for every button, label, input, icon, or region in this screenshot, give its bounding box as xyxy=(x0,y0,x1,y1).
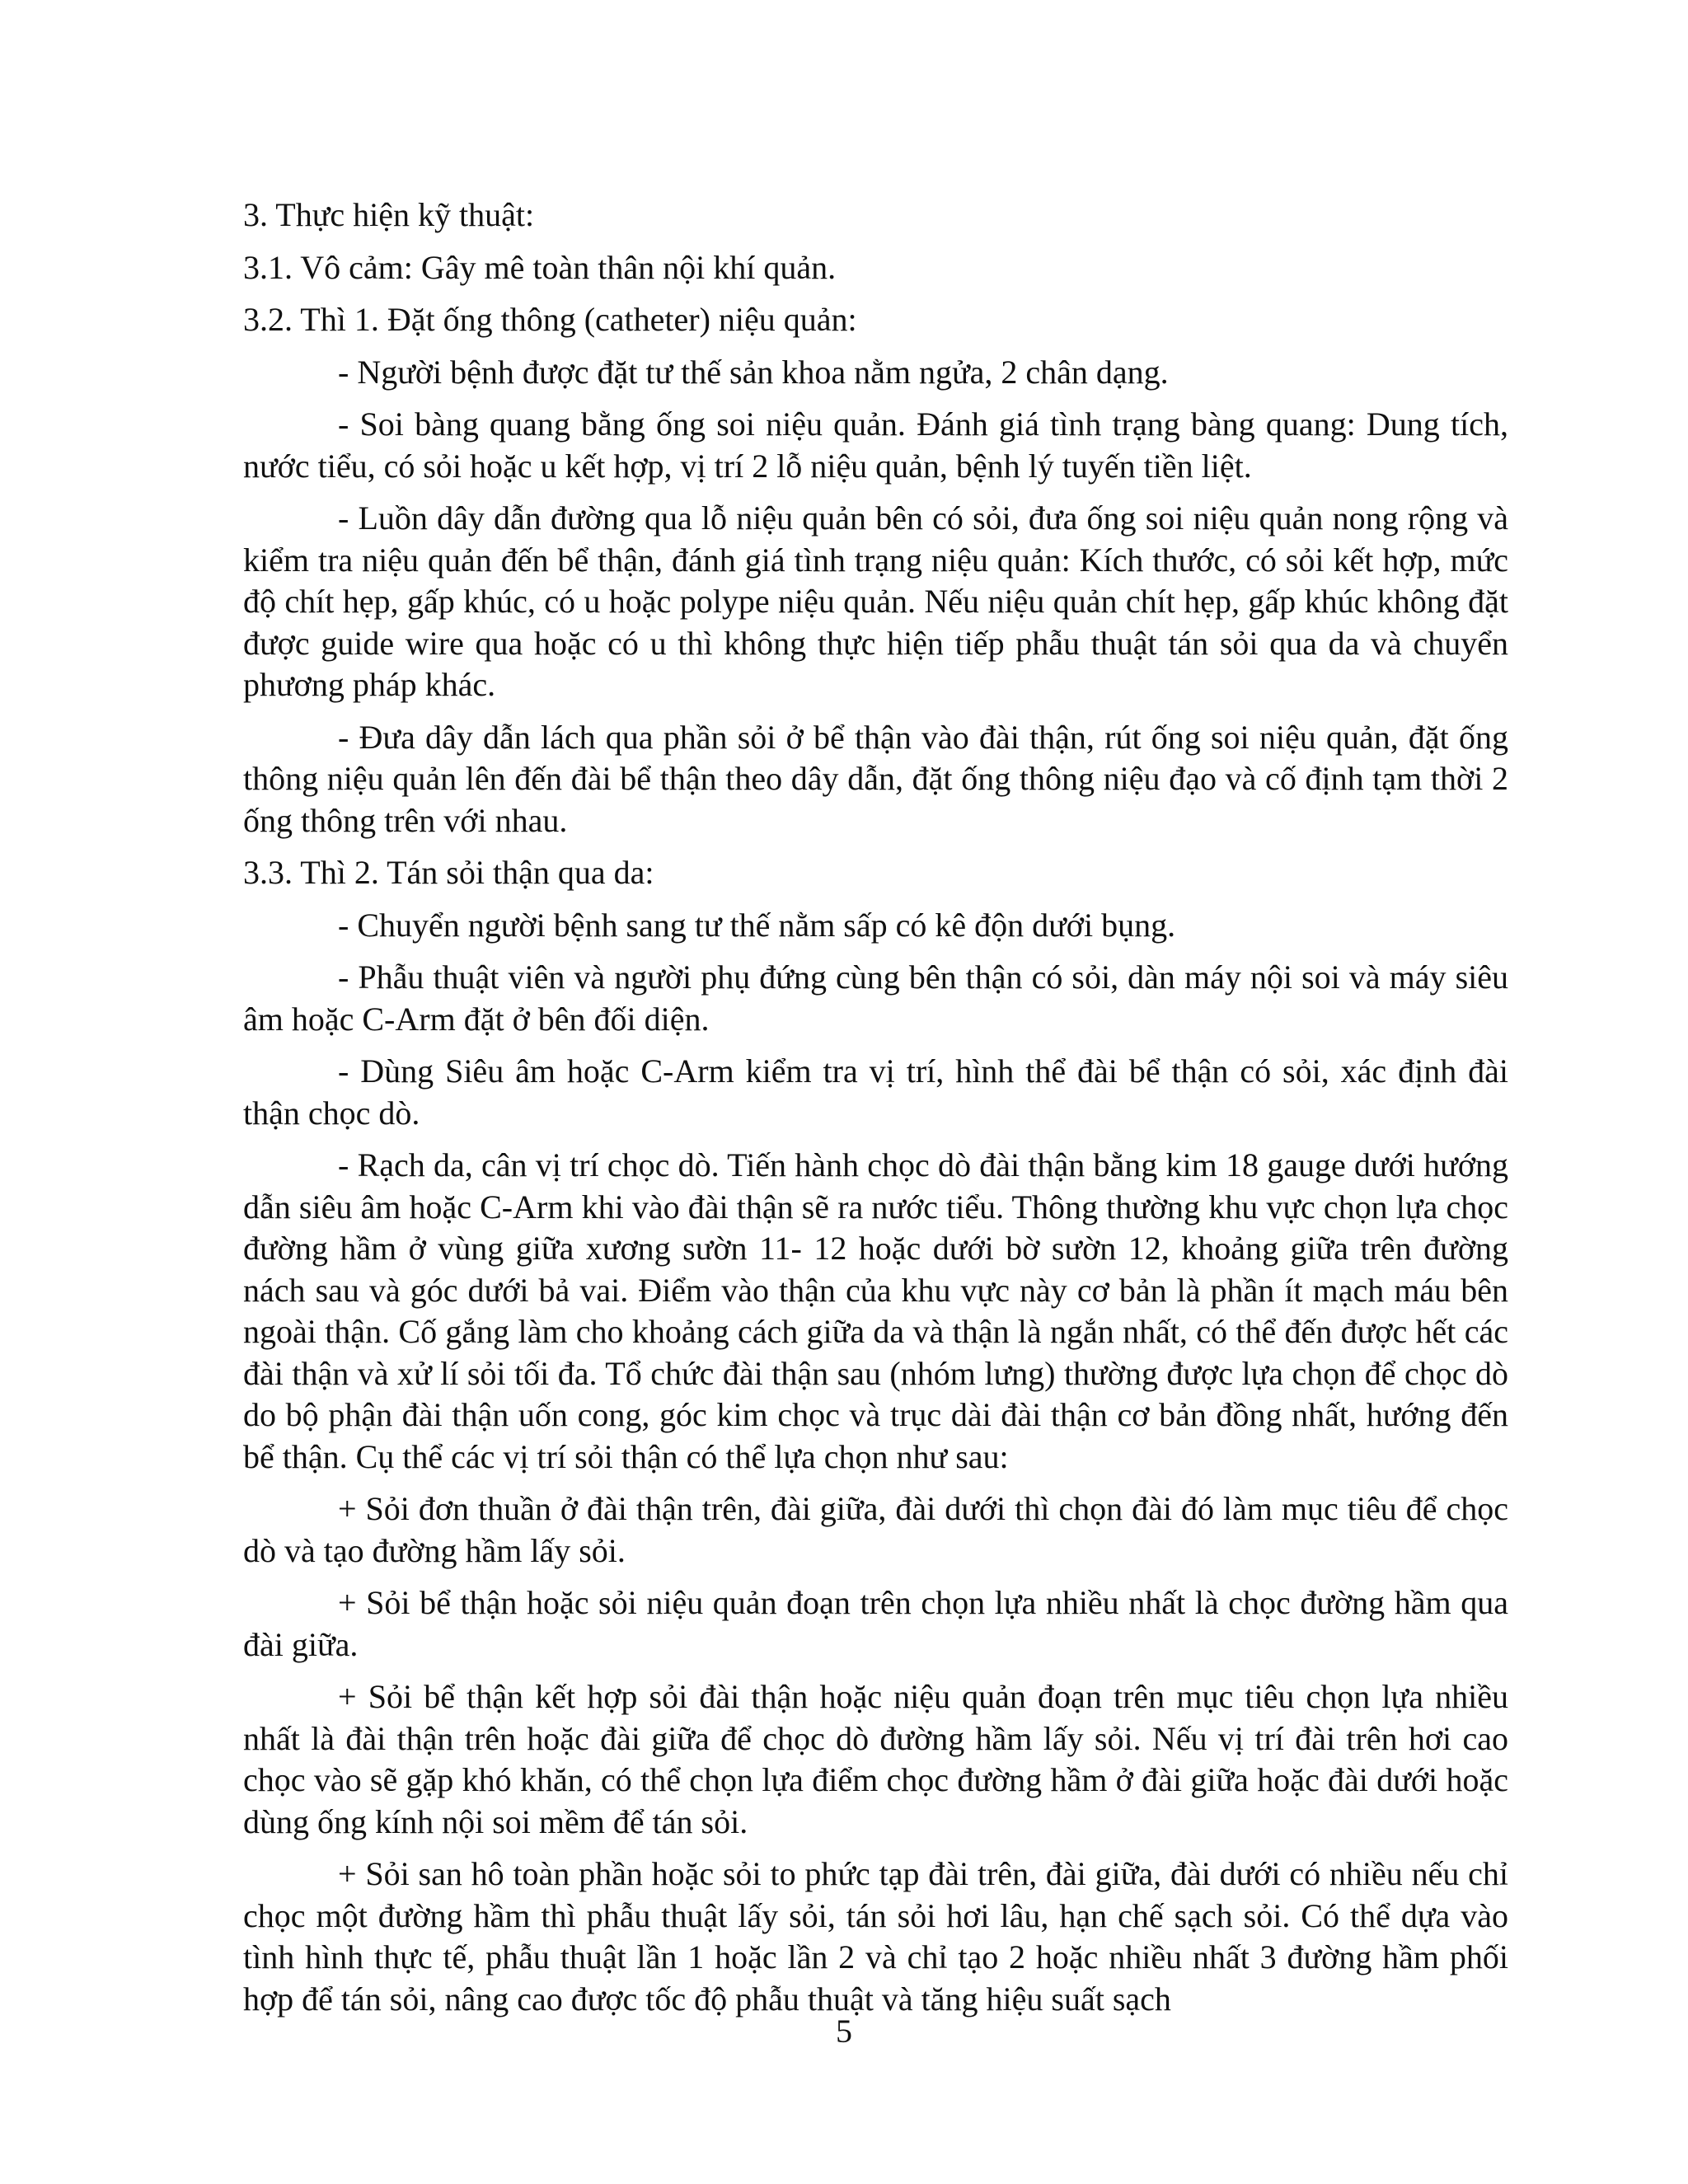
paragraph-puncture: - Rạch da, cân vị trí chọc dò. Tiến hành chọc dò đài thận bằng kim 18 gauge dưới hướng dẫn siêu âm hoặc C-Arm khi vào đài thận sẽ ra nước tiểu. Thông thường khu vực chọn lựa chọc đường hầm ở vùng giữa xương sườn 11- 12 hoặc dưới bờ sườn 12, khoảng giữa trên đường nách sau và góc dưới bả vai. Điểm vào thận của khu vực này cơ bản là phần ít mạch máu bên ngoài thận. Cố gắng làm cho khoảng cách giữa da và thận là ngắn nhất, có thể đến được hết các đài thận và xử lí sỏi tối đa. Tổ chức đài thận sau (nhóm lưng) thường được lựa chọn để chọc dò do bộ phận đài thận uốn cong, góc kim chọc và trục dài đài thận cơ bản đồng nhất, hướng đến bể thận. Cụ thể các vị trí sỏi thận có thể lựa chọn như sau: xyxy=(243,1146,1508,1475)
paragraph-staghorn-stone: + Sỏi san hô toàn phần hoặc sỏi to phức tạp đài trên, đài giữa, đài dưới có nhiều nếu chỉ chọc một đường hầm thì phẫu thuật lấy sỏi, tán sỏi hơi lâu, hạn chế sạch sỏi. Có thể dựa vào tình hình thực tế, phẫu thuật lần 1 hoặc lần 2 và chỉ tạo 2 hoặc nhiều nhất 3 đường hầm phối hợp để tán sỏi, nâng cao được tốc độ phẫu thuật và tăng hiệu suất sạch xyxy=(243,1855,1508,2018)
paragraph-ureteral-catheter: - Đưa dây dẫn lách qua phần sỏi ở bể thận vào đài thận, rút ống soi niệu quản, đặt ống thông niệu quản lên đến đài bể thận theo dây dẫn, đặt ống thông niệu đạo và cố định tạm thời 2 ống thông trên với nhau. xyxy=(243,718,1508,839)
paragraph-simple-stone: + Sỏi đơn thuần ở đài thận trên, đài giữa, đài dưới thì chọn đài đó làm mục tiêu để chọc dò và tạo đường hầm lấy sỏi. xyxy=(243,1490,1508,1569)
subsection-heading-3-2: 3.2. Thì 1. Đặt ống thông (catheter) niệu quản: xyxy=(243,301,857,338)
paragraph-prone-position: - Chuyển người bệnh sang tư thế nằm sấp có kê độn dưới bụng. xyxy=(338,906,1176,944)
paragraph-patient-position: - Người bệnh được đặt tư thế sản khoa nằm ngửa, 2 chân dạng. xyxy=(338,353,1169,391)
paragraph-cystoscopy: - Soi bàng quang bằng ống soi niệu quản. Đánh giá tình trạng bàng quang: Dung tích, nước tiểu, có sỏi hoặc u kết hợp, vị trí 2 lỗ niệu quản, bệnh lý tuyến tiền liệt. xyxy=(243,405,1508,485)
subsection-heading-3-1: 3.1. Vô cảm: Gây mê toàn thân nội khí quản. xyxy=(243,248,837,286)
subsection-heading-3-3: 3.3. Thì 2. Tán sỏi thận qua da: xyxy=(243,854,654,891)
paragraph-guide-wire: - Luồn dây dẫn đường qua lỗ niệu quản bên có sỏi, đưa ống soi niệu quản nong rộng và kiểm tra niệu quản đến bể thận, đánh giá tình trạng niệu quản: Kích thước, có sỏi kết hợp, mức độ chít hẹp, gấp khúc, có u hoặc polype niệu quản. Nếu niệu quản chít hẹp, gấp khúc không đặt được guide wire qua hoặc có u thì không thực hiện tiếp phẫu thuật tán sỏi qua da và chuyển phương pháp khác. xyxy=(243,499,1508,703)
page-number: 5 xyxy=(836,2013,852,2050)
document-body xyxy=(243,194,1508,2031)
section-heading-3: 3. Thực hiện kỹ thuật: xyxy=(243,196,535,233)
paragraph-surgeon-position: - Phẫu thuật viên và người phụ đứng cùng bên thận có sỏi, dàn máy nội soi và máy siêu âm hoặc C-Arm đặt ở bên đối diện. xyxy=(243,958,1508,1038)
paragraph-combined-stone: + Sỏi bể thận kết hợp sỏi đài thận hoặc niệu quản đoạn trên mục tiêu chọn lựa nhiều nhất là đài thận trên hoặc đài giữa để chọc dò đường hầm lấy sỏi. Nếu vị trí đài trên hơi cao chọc vào sẽ gặp khó khăn, có thể chọn lựa điểm chọc đường hầm ở đài giữa hoặc đài dưới hoặc dùng ống kính nội soi mềm để tán sỏi. xyxy=(243,1678,1508,1840)
paragraph-imaging-check: - Dùng Siêu âm hoặc C-Arm kiểm tra vị trí, hình thể đài bể thận có sỏi, xác định đài thận chọc dò. xyxy=(243,1052,1508,1132)
paragraph-pelvic-stone: + Sỏi bể thận hoặc sỏi niệu quản đoạn trên chọn lựa nhiều nhất là chọc đường hầm qua đài giữa. xyxy=(243,1584,1508,1663)
